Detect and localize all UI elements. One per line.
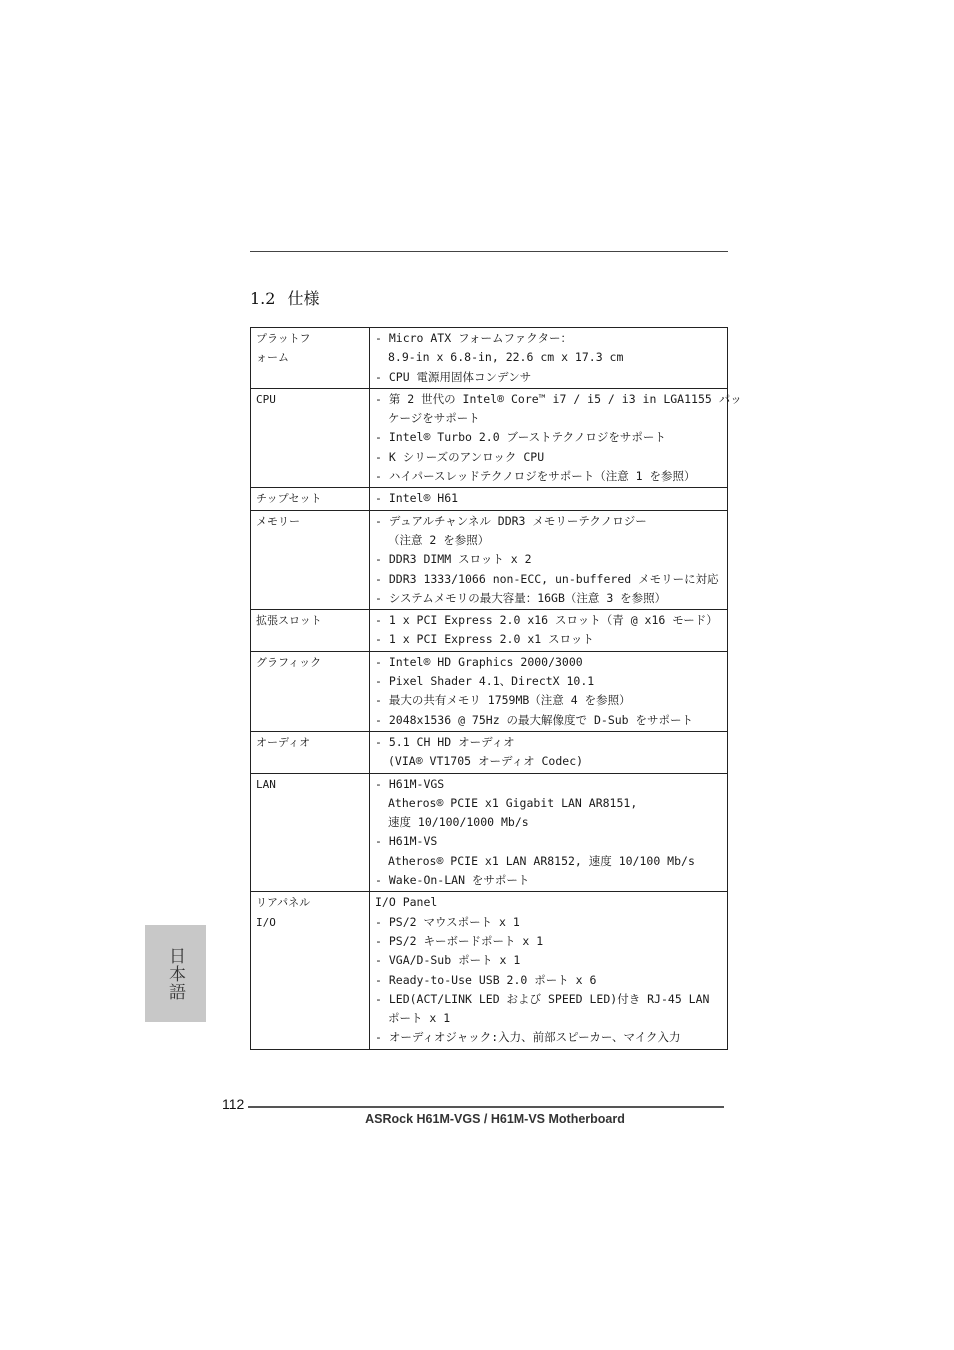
- spec-value-line: - DDR3 DIMM スロット x 2: [375, 552, 532, 567]
- spec-label-cell: [251, 651, 370, 731]
- spec-label-cell: [251, 388, 370, 487]
- spec-value-line: - Micro ATX フォームファクター：: [375, 331, 573, 345]
- spec-label: グラフィック: [256, 655, 322, 669]
- spec-label: オーディオ: [256, 735, 311, 749]
- spec-value-cell: [370, 328, 728, 389]
- spec-value-line: 8.9-in x 6.8-in, 22.6 cm x 17.3 cm: [388, 350, 624, 365]
- spec-label-cell: [251, 773, 370, 892]
- spec-value-cell: [370, 892, 728, 1049]
- spec-row: [251, 651, 728, 731]
- language-tab-label: 日本語: [165, 946, 185, 1001]
- spec-value-line: - VGA/D-Sub ポート x 1: [375, 953, 521, 968]
- spec-label: リアパネル: [256, 896, 311, 910]
- spec-value-line: - 1 x PCI Express 2.0 x16 スロット（青 @ x16 モード）: [375, 613, 718, 628]
- spec-label-cell: [251, 510, 370, 609]
- spec-value-cell: [370, 773, 728, 892]
- spec-row: [251, 892, 728, 1049]
- language-tab: [145, 925, 206, 1022]
- spec-value-line: - ハイパースレッドテクノロジをサポート（注意 1 を参照）: [375, 469, 696, 484]
- spec-value-line: - 2048x1536 @ 75Hz の最大解像度で D-Sub をサポート: [375, 712, 694, 727]
- spec-value-cell: [370, 510, 728, 609]
- spec-value-line: - Intel® HD Graphics 2000/3000: [375, 654, 583, 669]
- spec-value-cell: [370, 388, 742, 487]
- spec-value-line: - H61M-VGS: [375, 776, 445, 791]
- spec-value-line: - 第 2 世代の Intel® Core™ i7 / i5 / i3 in LGA1155 パッ: [375, 391, 742, 406]
- spec-value-line: - システムメモリの最大容量：16GB（注意 3 を参照）: [375, 590, 667, 605]
- spec-value-line: - CPU 電源用固体コンデンサ: [375, 369, 532, 384]
- footer-title: ASRock H61M-VGS / H61M-VS Motherboard: [365, 1112, 625, 1126]
- spec-value-line: Atheros® PCIE x1 Gigabit LAN AR8151,: [388, 795, 638, 810]
- spec-label-cell: [251, 610, 370, 652]
- spec-value-line: Atheros® PCIE x1 LAN AR8152, 速度 10/100 Mb/s: [388, 853, 695, 868]
- spec-row: [251, 328, 728, 389]
- spec-row: [251, 510, 728, 609]
- spec-value-line: - Pixel Shader 4.1、DirectX 10.1: [375, 674, 595, 689]
- spec-value-cell: [370, 610, 728, 652]
- spec-table: [250, 327, 742, 1050]
- spec-value-line: - H61M-VS: [375, 834, 438, 849]
- spec-value-line: - 1 x PCI Express 2.0 x1 スロット: [375, 632, 594, 647]
- spec-value-cell: [370, 488, 728, 510]
- spec-value-line: - Intel® H61: [375, 491, 459, 506]
- section-title: [250, 286, 319, 309]
- section-heading: 仕様: [287, 289, 320, 308]
- spec-label-cell: [251, 731, 370, 773]
- spec-value-line: - 5.1 CH HD オーディオ: [375, 734, 515, 749]
- spec-label-cell: [251, 328, 370, 389]
- spec-value-line: ポート x 1: [388, 1011, 451, 1026]
- top-rule: [250, 251, 728, 252]
- spec-label: I/O: [256, 915, 276, 929]
- spec-value-cell: [370, 731, 728, 773]
- spec-value-cell: [370, 651, 728, 731]
- spec-value-line: - LED(ACT/LINK LED および SPEED LED)付き RJ-45 LAN: [375, 991, 710, 1006]
- spec-value-line: - デュアルチャンネル DDR3 メモリーテクノロジー: [375, 513, 647, 528]
- page-number: 112: [222, 1096, 245, 1112]
- spec-label: チップセット: [256, 492, 322, 506]
- footer-rule: [248, 1106, 724, 1108]
- spec-value-line: - Intel® Turbo 2.0 ブーストテクノロジをサポート: [375, 430, 666, 445]
- section-number: 1.2: [250, 289, 276, 308]
- spec-label-cell: [251, 488, 370, 510]
- spec-label-cell: [251, 892, 370, 1049]
- spec-value-line: （注意 2 を参照）: [388, 532, 490, 547]
- spec-value-line: - オーディオジャック:入力、前部スピーカー、マイク入力: [375, 1030, 681, 1045]
- spec-value-line: - K シリーズのアンロック CPU: [375, 449, 545, 464]
- spec-value-line: - 最大の共有メモリ 1759MB（注意 4 を参照）: [375, 693, 631, 708]
- spec-value-line: ケージをサポート: [388, 411, 480, 426]
- spec-value-line: - Ready-to-Use USB 2.0 ポート x 6: [375, 972, 597, 987]
- spec-value-line: (VIA® VT1705 オーディオ Codec): [388, 754, 584, 769]
- spec-label: ォーム: [256, 351, 289, 365]
- spec-row: [251, 388, 728, 487]
- spec-label: LAN: [256, 777, 276, 791]
- spec-value-line: - DDR3 1333/1066 non-ECC, un-buffered メモリーに対応: [375, 571, 719, 586]
- spec-label: 拡張スロット: [256, 614, 322, 628]
- spec-value-line: 速度 10/100/1000 Mb/s: [388, 815, 529, 830]
- spec-value-line: - PS/2 マウスポート x 1: [375, 914, 520, 929]
- spec-label: CPU: [256, 392, 276, 406]
- spec-row: [251, 773, 728, 892]
- spec-value-line: I/O Panel: [375, 895, 438, 910]
- spec-value-line: - Wake-On-LAN をサポート: [375, 873, 530, 888]
- spec-value-line: - PS/2 キーボードポート x 1: [375, 933, 544, 948]
- spec-label: プラットフ: [256, 332, 311, 345]
- spec-label: メモリー: [256, 514, 300, 528]
- spec-table-body: [251, 328, 742, 1050]
- spec-row: [251, 610, 728, 652]
- spec-row: [251, 488, 728, 510]
- spec-row: [251, 731, 728, 773]
